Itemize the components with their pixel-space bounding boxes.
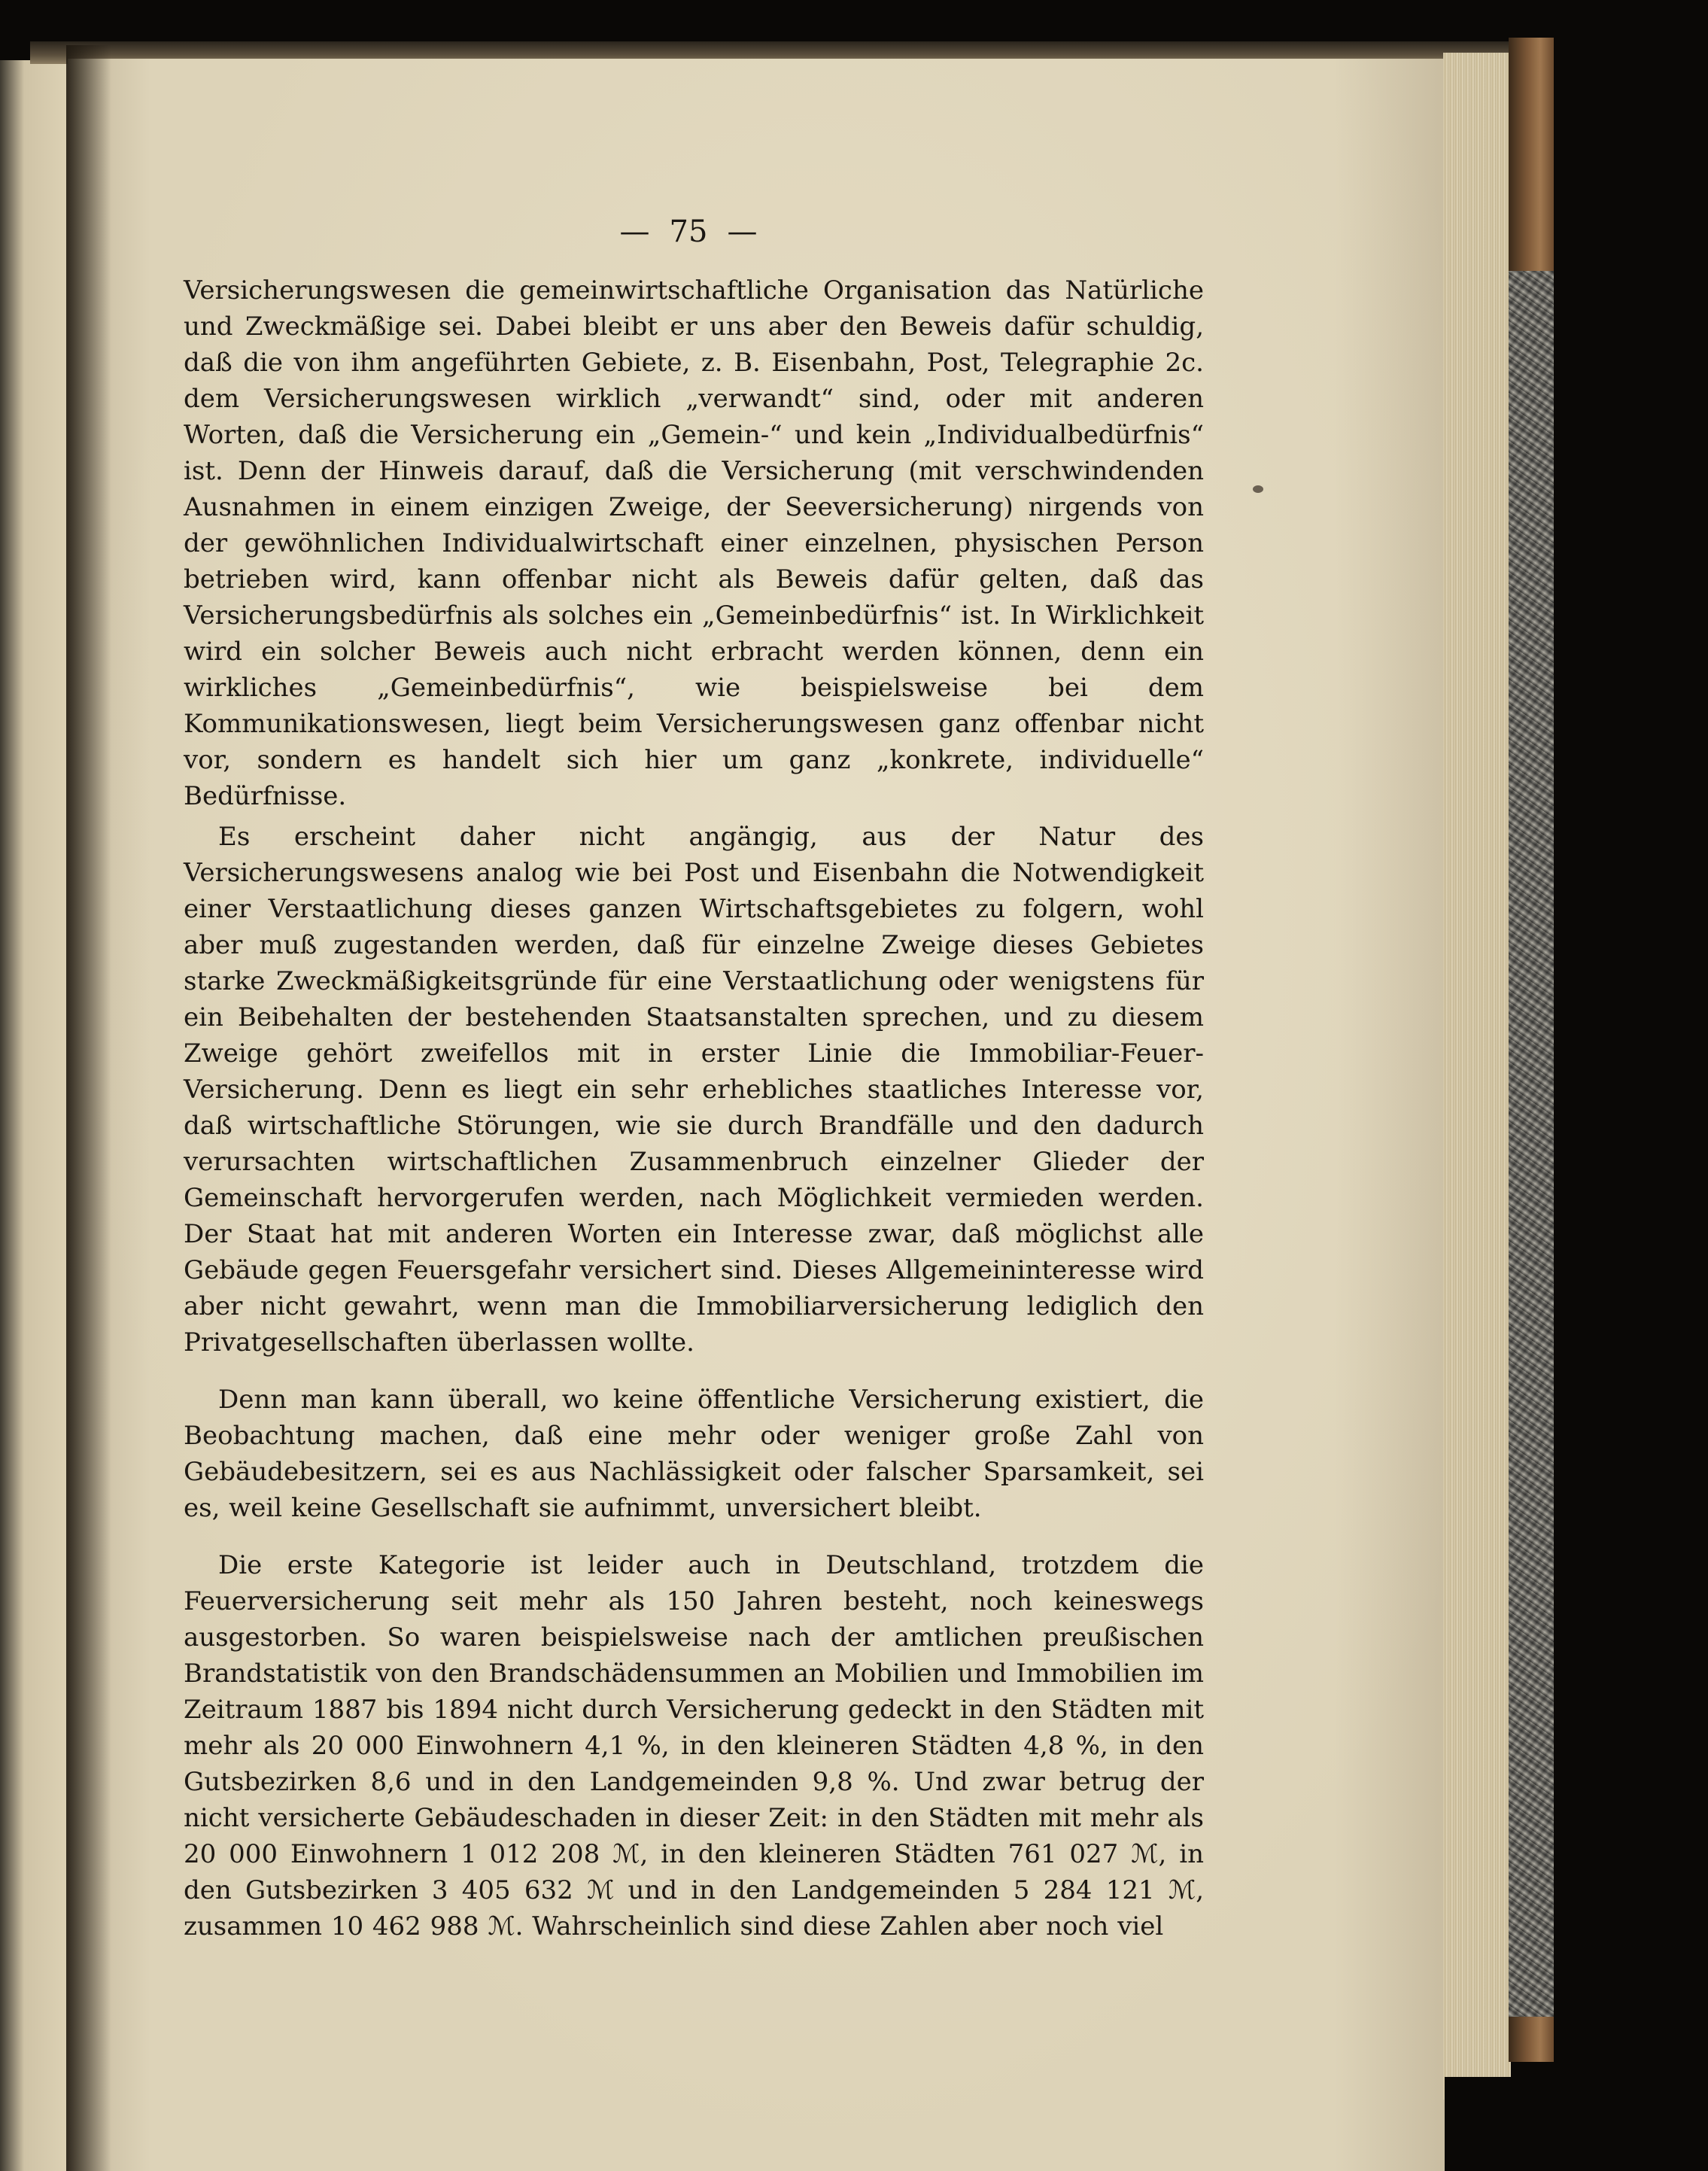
paragraph: Denn man kann überall, wo keine öffentliche Versicherung existiert, die Beobachtung machen, daß eine mehr oder weniger große Zahl von Gebäudebesitzern, sei es aus Nachlässigkeit oder falscher Sparsamkeit, sei es, weil keine Gesellschaft sie aufnimmt, unversichert bleibt. — [184, 1385, 1204, 1523]
left-page-edge — [0, 60, 69, 2171]
paragraph: Die erste Kategorie ist leider auch in Deutschland, trotzdem die Feuerversicherung seit mehr als 150 Jahren besteht, noch keineswegs ausgestorben. So waren beispielsweise nach der amtlichen preußischen Brandstatistik von den Brandschädensummen an Mobilien und Immobilien im Zeitraum 1887 bis 1894 nicht durch Versicherung gedeckt in den Städten mit mehr als 20 000 Einwohnern 4,1 %, in den kleineren Städten 4,8 %, in den Gutsbezirken 8,6 und in den Landgemeinden 9,8 %. Und zwar betrug der nicht versicherte Gebäudeschaden in dieser Zeit: in den Städten mit mehr als 20 000 Einwohnern 1 012 208 ℳ, in den kleineren Städten 761 027 ℳ, in den Gutsbezirken 3 405 632 ℳ und in den Landgemeinden 5 284 121 ℳ, zusammen 10 462 988 ℳ. Wahrscheinlich sind diese Zahlen aber noch viel — [184, 1550, 1204, 1941]
paragraph: Versicherungswesen die gemeinwirtschaftliche Organisation das Natürliche und Zweckmäßige sei. Dabei bleibt er uns aber den Beweis dafür schuldig, daß die von ihm angeführten Gebiete, z. B. Eisenbahn, Post, Telegraphie 2c. dem Versicherungswesen wirklich „verwandt“ sind, oder mit anderen Worten, daß die Versicherung ein „Gemein-“ und kein „Individualbedürfnis“ ist. Denn der Hinweis darauf, daß die Versicherung (mit verschwindenden Ausnahmen in einem einzigen Zweige, der Seeversicherung) nirgends von der gewöhnlichen Individualwirtschaft einer einzelnen, physischen Person betrieben wird, kann offenbar nicht als Beweis dafür gelten, daß das Versicherungsbedürfnis als solches ein „Gemeinbedürfnis“ ist. In Wirklichkeit wird ein solcher Beweis auch nicht erbracht werden können, denn ein wirkliches „Gemeinbedürfnis“, wie beispielsweise bei dem Kommunikationswesen, liegt beim Versicherungswesen ganz offenbar nicht vor, sondern es handelt sich hier um ganz „konkrete, individuelle“ Bedürfnisse. — [184, 275, 1204, 811]
background-shadow — [1445, 2077, 1708, 2171]
header-dash-left: — — [619, 214, 650, 249]
spine-shadow — [66, 45, 111, 2171]
body-text — [184, 272, 1204, 1944]
marbled-cover-paper — [1509, 271, 1554, 2017]
paragraph: Es erscheint daher nicht angängig, aus der Natur des Versicherungswesens analog wie bei Post und Eisenbahn die Notwendigkeit einer Verstaatlichung dieses ganzen Wirtschaftsgebietes zu folgern, wohl aber muß zugestanden werden, daß für einzelne Zweige dieses Gebietes starke Zweckmäßigkeitsgründe für eine Verstaatlichung oder wenigstens für ein Beibehalten der bestehenden Staatsanstalten sprechen, und zu diesem Zweige gehört zweifellos mit in erster Linie die Immobiliar-Feuer-Versicherung. Denn es liegt ein sehr erhebliches staatliches Interesse vor, daß wirtschaftliche Störungen, wie sie durch Brandfälle und den dadurch verursachten wirtschaftlichen Zusammenbruch einzelner Glieder der Gemeinschaft hervorgerufen werden, nach Möglichkeit vermieden werden. Der Staat hat mit anderen Worten ein Interesse zwar, daß möglichst alle Gebäude gegen Feuersgefahr versichert sind. Dieses Allgemeininteresse wird aber nicht gewahrt, wenn man die Immobiliarversicherung lediglich den Privatgesellschaften überlassen wollte. — [184, 822, 1204, 1358]
page-stack-edge — [1443, 53, 1511, 2100]
page-header — [602, 209, 775, 254]
header-dash-right: — — [727, 214, 758, 249]
page-number: 75 — [669, 214, 708, 249]
ink-speck — [1253, 485, 1263, 493]
